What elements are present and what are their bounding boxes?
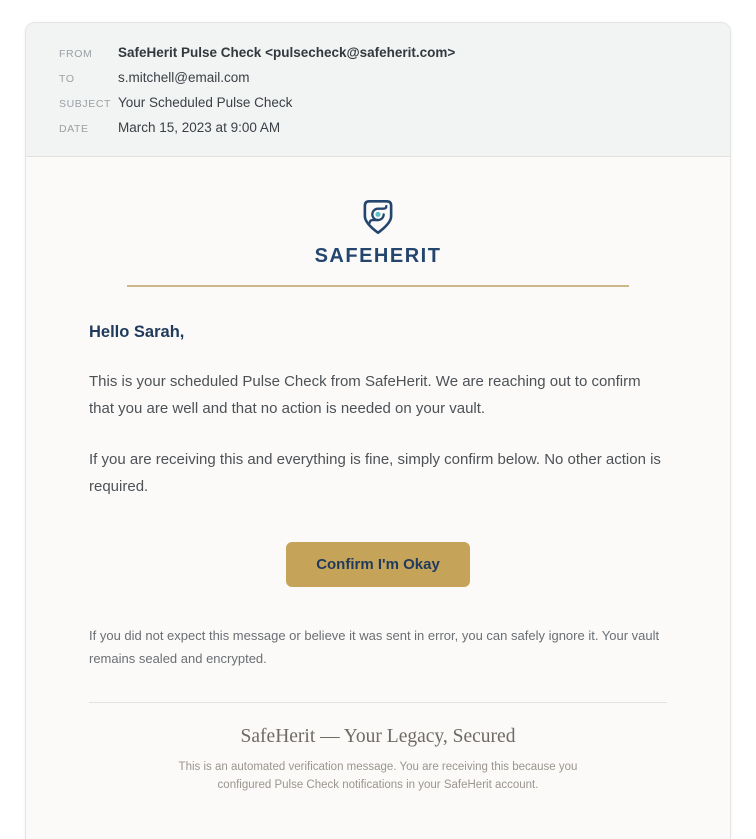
shield-logo-icon: [357, 196, 399, 243]
meta-row-from: [59, 44, 697, 61]
brand-tagline: SafeHerit — Your Legacy, Secured: [240, 726, 516, 747]
meta-row-to: [59, 69, 697, 86]
footnote-text: [89, 758, 667, 794]
disclaimer-text: If you did not expect this message or believe it was sent in error, you can safely ignore it. Your vault remains sealed and encrypted.: [89, 628, 660, 666]
footer-divider: [89, 702, 667, 703]
body-paragraph-1: This is your scheduled Pulse Check from SafeHerit. We are reaching out to confirm that you are well and that no action is needed on your vault.: [89, 373, 641, 417]
confirm-okay-button[interactable]: Confirm I'm Okay: [286, 542, 470, 587]
email-meta-header: [26, 23, 730, 156]
to-value: s.mitchell@email.com: [118, 70, 250, 85]
from-label: FROM: [59, 48, 93, 60]
email-body: [26, 156, 730, 839]
date-label: DATE: [59, 123, 89, 135]
footnote-line-2: configured Pulse Check notifications in your SafeHerit account.: [217, 779, 539, 791]
brand-name: SAFEHERIT: [314, 245, 442, 267]
meta-row-date: [59, 119, 697, 136]
brand-logo-block: [89, 196, 667, 268]
subject-value: Your Scheduled Pulse Check: [118, 95, 293, 110]
greeting-text: Hello Sarah,: [89, 323, 185, 341]
body-paragraph-2: If you are receiving this and everything is fine, simply confirm below. No other action is required.: [89, 451, 661, 495]
confirm-button-wrap: [89, 542, 667, 587]
footnote-line-1: This is an automated verification message. You are receiving this because you: [178, 761, 578, 773]
gold-divider: [127, 285, 629, 287]
date-value: March 15, 2023 at 9:00 AM: [118, 120, 281, 135]
email-card: [25, 22, 731, 839]
meta-row-subject: [59, 94, 697, 111]
to-label: TO: [59, 73, 75, 85]
from-value: SafeHerit Pulse Check <pulsecheck@safeherit.com>: [118, 45, 456, 60]
subject-label: SUBJECT: [59, 98, 112, 110]
